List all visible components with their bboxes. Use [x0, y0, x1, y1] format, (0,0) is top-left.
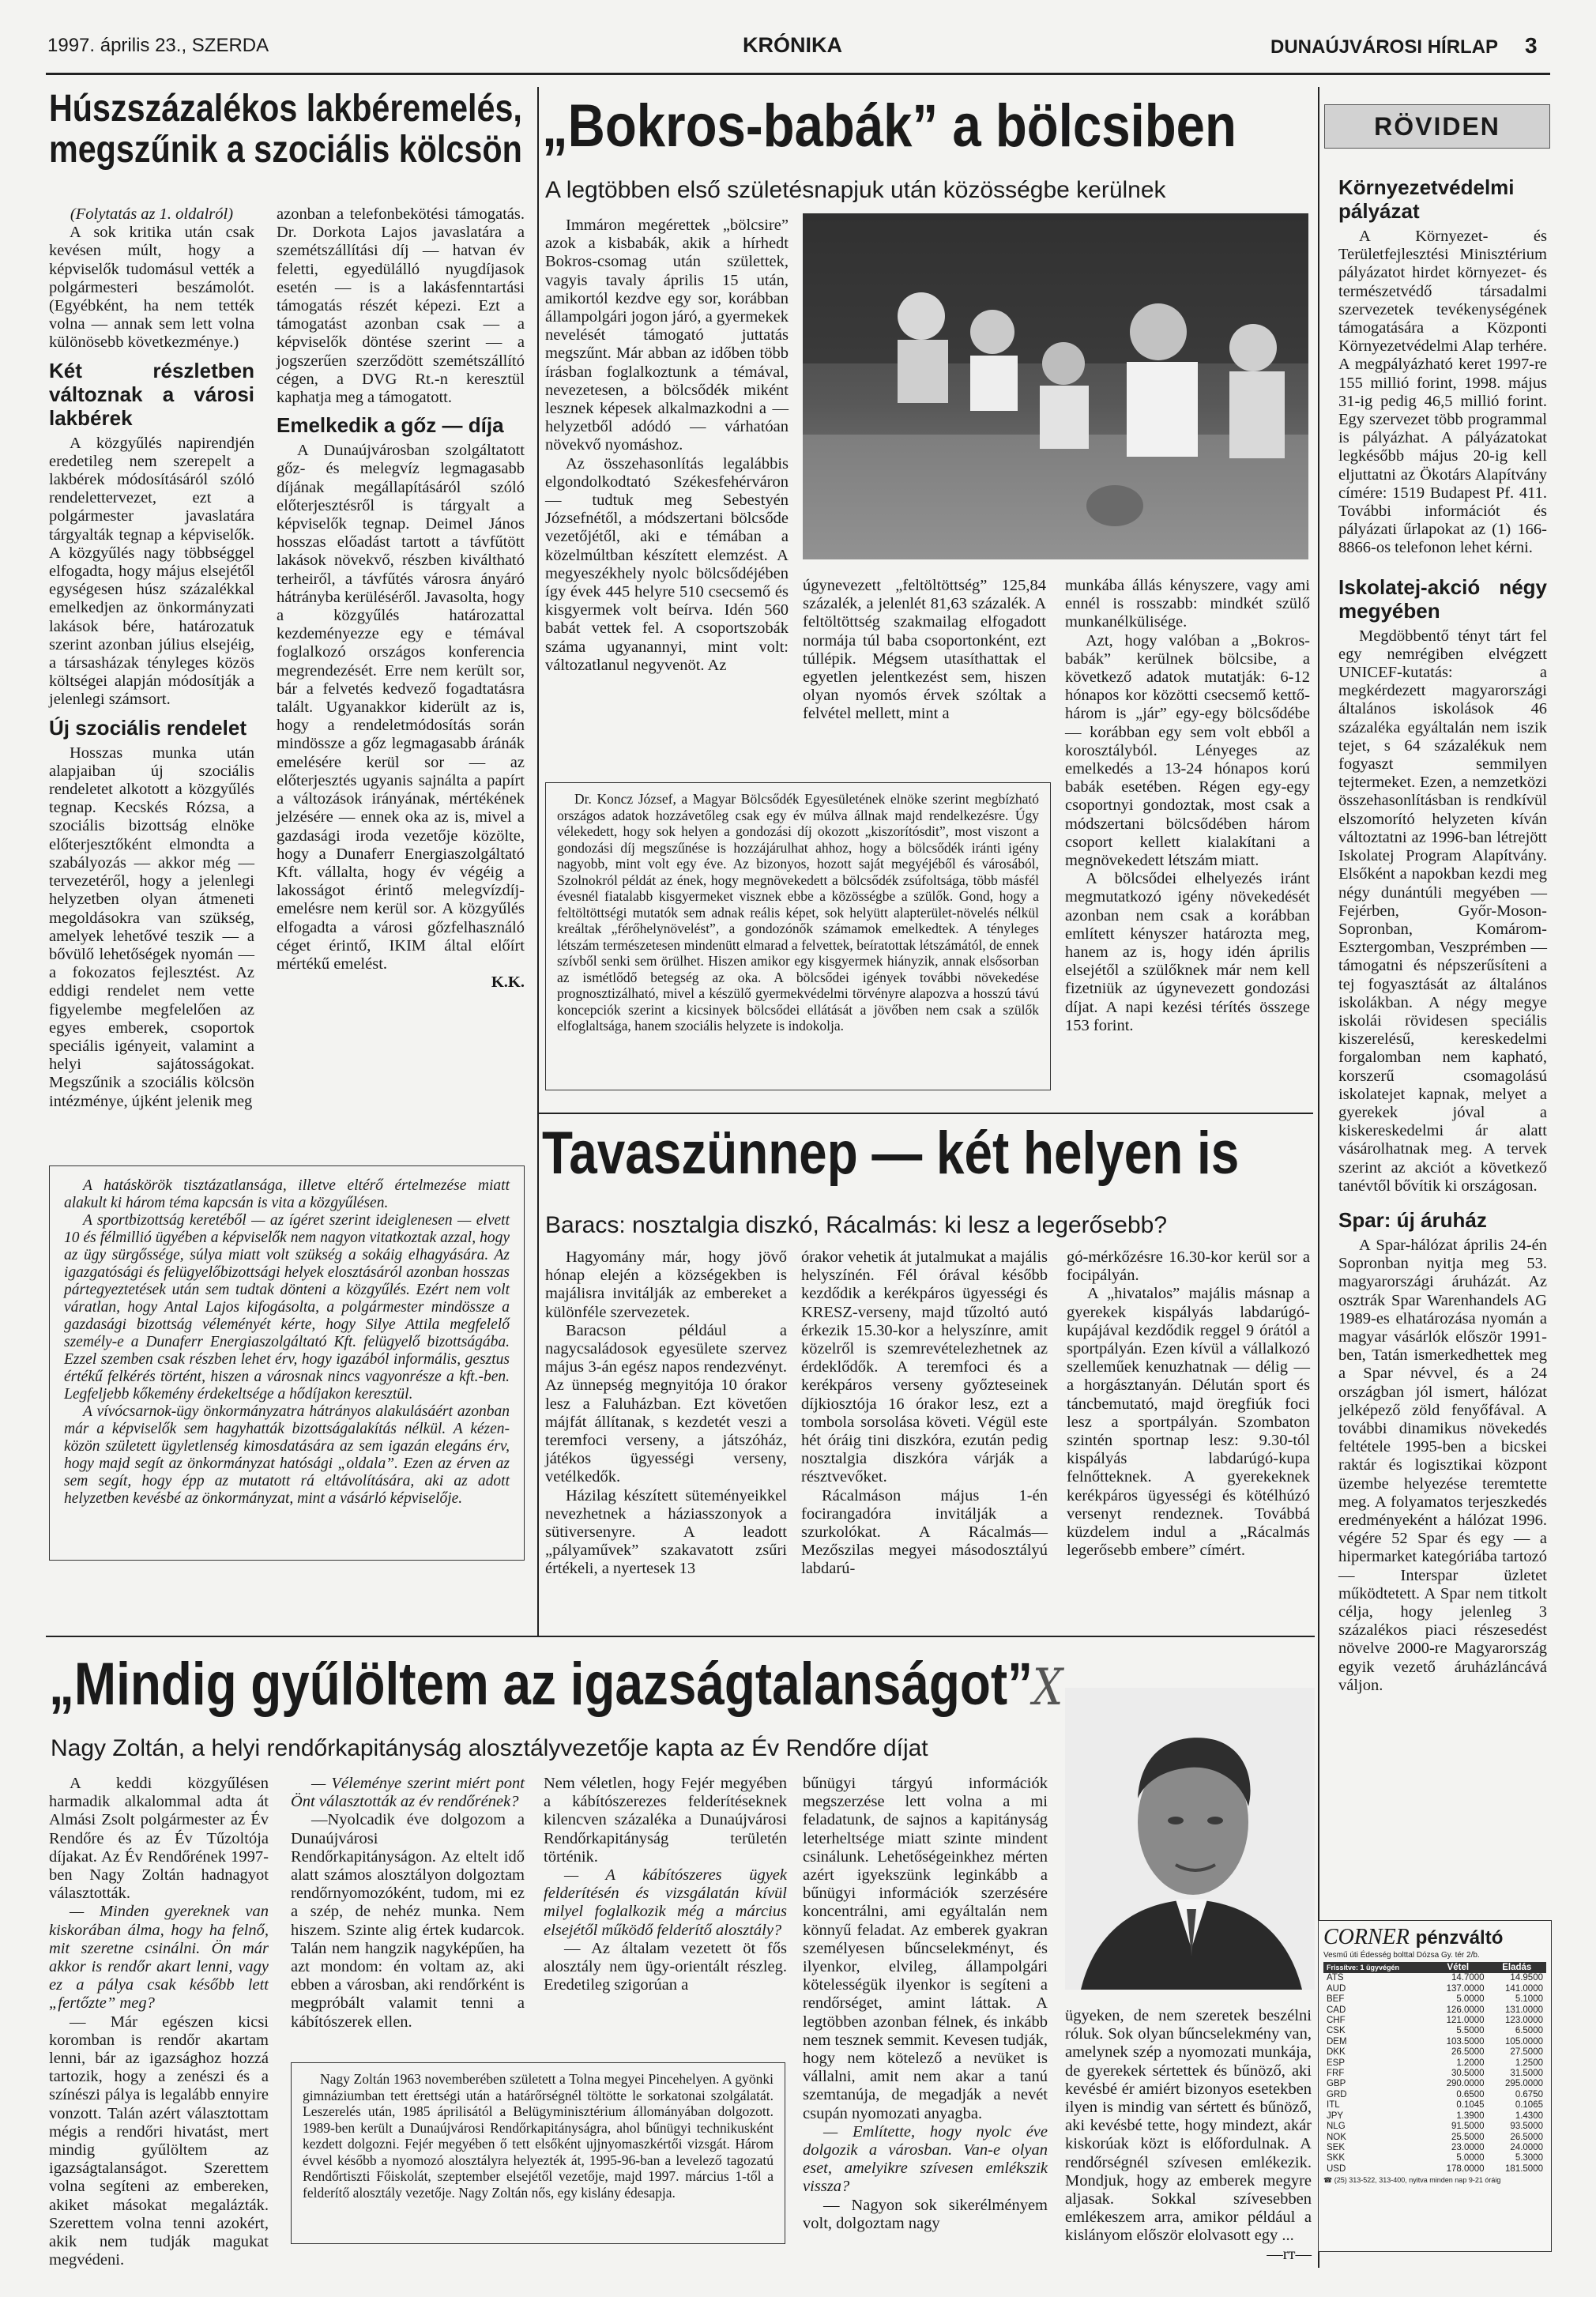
bottom-col4-question: — Említette, hogy nyolc éve dolgozik a városban. Van-e olyan eset, amelyikre szívesen emlékszik vissza?	[803, 2122, 1048, 2196]
left-title-line1: Húszszázalékos lakbéremelés,	[49, 88, 522, 130]
exchange-row	[1323, 2058, 1546, 2069]
currency-code: JPY	[1327, 2111, 1344, 2121]
left-article-column-2	[277, 205, 525, 992]
exchange-row	[1323, 2164, 1546, 2175]
sell-rate: 181.5000	[1505, 2163, 1543, 2174]
header-date: 1997. április 23., SZERDA	[47, 35, 269, 56]
bottom-article-subtitle: Nagy Zoltán, a helyi rendőrkapitányság alosztályvezetője kapta az Év Rendőre díjat	[51, 1735, 928, 1761]
exchange-row	[1323, 2133, 1546, 2143]
center-col3-paragraph: Azt, hogy valóban a „Bokros-babák” kerülnek bölcsibe, a következő adatok mutatják: 6-12 hónapos kor közötti csecsemő kettő-három is „jár” egy-egy bölcsődébe — korábban egy sem volt ebből a korosztályból. Lényeges az emelkedés a 13-24 hónapos korú babák esetében. Régen egy-egy csoportnyi gondoztak, most csak a módszertani bölcsődében három csoport kellett kialakítani a megnövekedett létszám miatt.	[1065, 631, 1310, 870]
buy-rate: 290.0000	[1446, 2079, 1485, 2089]
left-col1-paragraph: A sok kritika után csak kevésen múlt, hogy a képviselők tudomásul vették a polgármesteri beszámolót. (Egyébként, ha nem tették volna — annak sem lett volna különösebb következménye.)	[49, 224, 254, 352]
center-col1-paragraph: Immáron megérettek „bölcsire” azok a kisbabák, akik a hírhedt Bokros-csomag után születtek, vagyis tavaly április 15 után, amikortól kezdve egy sor, korábban állampolgári jogon járó, a gyermekek nevelését támogató juttatás megszűnt. Már abban az időben több írásban foglalkoztunk a témával, nevezetesen, a bölcsődék miként lesznek képesek alkalmazkodni a — helyzetből adódó — várhatóan növekvő nyomáshoz.	[545, 217, 789, 454]
exchange-row	[1323, 1994, 1546, 2005]
bottom-col-5	[1065, 2007, 1312, 2264]
center-article-title: „Bokros-babák” a bölcsiben	[542, 92, 1237, 160]
currency-code: AUD	[1327, 1983, 1346, 1994]
buy-rate: 5.0000	[1456, 1994, 1485, 2005]
left-col2-paragraph: A Dunaújvárosban szolgáltatott gőz- és melegvíz legmagasabb díjának megállapításáról szóló előterjesztésről is tárgyalt a képviselők tegnap. Deimel János hosszas előadást tartott a távfűtött lakások növekvő, részben kiváltható terheiről, a távfűtés városra ányáró hátrányba kerüléséről. Javasolta, hogy a közgyűlés határozattal kezdeményezze egy e témával foglalkozó országos konferencia megrendezését. Erre nem került sor, bár a felvetés kedvező fogadtatásra talált. Ugyanakkor kiderült az is, hogy a rendeletmódosítás során mindössze a gőz legmagasabb áránák emelésére kerül sor — az előterjesztés ugyanis sajnálta a papírt a változások irányának, mértékének jelzésére — ennek oka az is, mivel a gazdasági iroda vezetője közölte, hogy a Dunaferr Energiaszolgáltató Kft. vállalta, hogy év végéig a lakosságot érintő melegvízdíj-emelésre nem kerül sor. A közgyűlés elfogadta a városi gőzfelhasználó céget érintő, IKIM által előírt mértékű emelést.	[277, 442, 525, 973]
continuation-note: (Folytatás az 1. oldalról)	[70, 205, 234, 223]
exchange-row	[1323, 2037, 1546, 2047]
left-subheading-social: Új szociális rendelet	[49, 715, 247, 740]
bottom-col-2	[291, 1775, 525, 2032]
buy-rate: 126.0000	[1446, 2005, 1485, 2015]
sell-rate: 295.0000	[1505, 2079, 1543, 2089]
exchange-heading	[1323, 1924, 1546, 1951]
bottom-col3-question: — A kábítószeres ügyek felderítésén és vizsgálatán kívül milyel foglalkozik még a március elsejétől működő felderítő alosztály?	[544, 1866, 787, 1939]
bottom-col-4	[803, 1775, 1048, 2233]
currency-code: CSK	[1327, 2026, 1346, 2036]
exchange-updated: Frissítve: 1 ügyvégén	[1327, 1964, 1400, 1971]
sell-rate: 24.0000	[1510, 2142, 1543, 2152]
center-col-2	[803, 577, 1046, 724]
page-header	[47, 28, 1549, 68]
children-photo	[803, 213, 1308, 559]
sell-rate: 31.5000	[1510, 2069, 1543, 2079]
center-info-box	[545, 782, 1051, 1090]
exchange-row	[1323, 2111, 1546, 2122]
sidebar-text: A Környezet- és Területfejlesztési Minisztérium pályázatot hirdet környezet- és természetvédő társadalmi szervezetek tevékenységének támogatására a Központi Környezetvédelmi Alap terhére. A megpályázható keret 1997-re 155 millió forint, 1998. május 31-ig pedig 46,5 millió forint. Egy szervezet több programmal is pályázhat. A pályázatokat legkésőbb május 20-ig kell eljuttatni az Ökotárs Alapítvány címére: 1519 Budapest Pf. 411. További információt és pályázati űrlapokat az (1) 166-8866-os telefonon lehet kérni.	[1338, 228, 1547, 557]
left-box-paragraph: A hatáskörök tisztázatlansága, illetve eltérő értelmezése miatt alakult ki három téma kapcsán is vita a közgyűlésen.	[64, 1177, 510, 1211]
currency-code: ITL	[1327, 2100, 1340, 2111]
left-commentary-box	[49, 1165, 525, 1561]
sidebar-text: A Spar-hálózat április 24-én Sopronban nyitja meg 53. magyarországi áruházát. Az osztrák Spar Warenhandels AG 1989-es elhatározása nyomán a magyar vásárlók először 1991-ben, Tatán ismerkedhettek meg a Spar névvel, és a 24 országban jól ismert, hálózat jelképező zöld fenyőfával. A további dinamikus növekedés feltétele 1995-ben a bicskei raktár és logisztikai központ üzembe helyezése teremtette meg. A folyamatos terjeszkedés eredményeként a hálózat 1996. végére 52 Spar és egy — a hipermarket kategóriába tartozó — Interspar üzletet működtetett. A Spar nem titkolt célja, hogy jelenleg 3 százalékos piaci részesedést növelve 2000-re Magyarország egyik vezető áruházláncává váljon.	[1338, 1236, 1547, 1694]
buy-rate: 1.3900	[1456, 2111, 1485, 2121]
buy-rate: 30.5000	[1451, 2069, 1485, 2079]
sell-rate: 5.3000	[1515, 2153, 1543, 2163]
exchange-row	[1323, 2005, 1546, 2016]
buy-rate: 0.1045	[1456, 2100, 1485, 2111]
bottom-col2-question: — Véleménye szerint miért pont Önt választották az év rendőrének?	[291, 1775, 525, 1811]
center-col3-paragraph: munkába állás kényszere, vagy ami ennél is rosszabb: mindkét szülő munkanélkülisége.	[1065, 577, 1310, 631]
sell-rate: 0.1065	[1515, 2100, 1543, 2111]
center-col1-paragraph: Az összehasonlítás legalábbis elgondolkodtató Székesfehérváron — tudtuk meg Sebestyén Józsefnétől, a módszertani bölcsőde vezetőjétől, aki e témában a közelmúltban készített elemzést. A megyeszékhely nyolc bölcsődéjében így évek 445 helyre 510 csecsemő és kisgyermek volt beírva. Idén 560 babát vettek fel. A csoportszobák száma ugyanannyi, mint volt: változatlanul negyvenöt. Az	[545, 454, 789, 674]
center-box-text: Dr. Koncz József, a Magyar Bölcsődék Egyesületének elnöke szerint megbízható országos adatok hozzávetőleg csak egy év múlva állnak majd rendelkezésre. Úgy vélekedett, hogy sok helyen a gondozási díj okozott „kiszorítósdit”, most viszont a gondozási díj megszűnése is hozzájárulhat ahhoz, hogy a bölcsődék iránti igény nagyobb, mint volt egy éve. Az bizonyos, hozott saját megyéjéből és városából, Szolnokról példát az ének, hogy megnövekedett a bölcsődék zsúfoltsága, több másfél évesnél fiatalabb kisgyermeket visznek ebbe a közösségbe a szülők. Gond, hogy a feltöltöttségi mutatók sem adnak reális képet, sok helyütt alapterület-növelés nélkül kreáltak „férőhelynövelést”, a gondozónők számamok emelkedtek. A tényleges létszám természetesen mindenütt elmarad a felvettek, beíratottak létszámától, de ennek szívből senki sem örülhet. Hiszen amikor egy kisgyermek hiányzik, annak elsősorban az ismétlődő betegség az oka. A bölcsődei igények további növekedése prognosztizálható, mivel a készülő gyermekvédelmi törvényre alapozva a hosszú távú koncepciók szerint a kicsinyek bölcsődei ellátását a jövőben nem csak a szülők elfoglaltsága, hanem szociális helyzete is indokolja.	[557, 791, 1039, 1034]
exchange-row	[1323, 2079, 1546, 2089]
buy-rate: 91.5000	[1451, 2122, 1485, 2132]
bottom-section-rule	[46, 1636, 1315, 1637]
center-col2-paragraph: úgynevezett „feltöltöttség” 125,84 százalék, a jelenlét 81,63 százalék. A feltöltöttség szakmailag elfogadott normája túl baba csoportonként, ezt túllépik. Mégsem utasíthattak el egyetlen jelentkezést sem, hiszen olyan nyomós érvek szóltak a felvétel mellett, mint a	[803, 577, 1046, 723]
header-rule	[46, 73, 1550, 75]
left-title-line2: megszűnik a szociális kölcsön	[49, 129, 522, 171]
currency-code: DEM	[1327, 2036, 1347, 2047]
left-article-signature: K.K.	[491, 973, 525, 992]
tavasz-col1-paragraph: Hagyomány már, hogy jövő hónap elején a községekben is majálisra invitálják az embereket a különféle szervezetek.	[545, 1248, 787, 1321]
tavasz-article-subtitle: Baracs: nosztalgia diszkó, Rácalmás: ki lesz a legerősebb?	[545, 1212, 1168, 1238]
center-col3-paragraph: A bölcsődei elhelyezés iránt megmutatkozó igény növekedését azonban nem csak a korábban említett kényszer határozta meg, hanem az is, hogy idén április elsejétől a szülőknek már nem kell fizetniük az úgynevezett gondozási díjat. A napi kezési térítés összege 153 forint.	[1065, 870, 1310, 1034]
bottom-col4-paragraph: bűnügyi tárgyú információk megszerzése lett volna a mi feladatunk, de sajnos a kapitányság leterheltsége miatt szinte mindent csinálunk. Lehetőségeinkhez mérten azért igyekszünk leginkább a bűnügyi információk szerzésére koncentrálni, ami egyáltalán nem könnyű feladat. Az emberek gyakran személyesen bűncselekményt, és ilyenkor, elvileg, állampolgári kötelességük ilyenkor is segíteni a rendőrséget, amint láttak. A legtöbben azonban félnek, és inkább nem tesznek semmit. Kevesen tudják, hogy nem kötelező a nevüket is vállalni, amit nem akar a tanú szemtanúja, de megadják a nevét csupán nyomozati anyagba.	[803, 1775, 1048, 2122]
sell-rate: 131.0000	[1505, 2005, 1543, 2015]
buy-rate: 1.2000	[1456, 2058, 1485, 2068]
buy-rate: 121.0000	[1446, 2016, 1485, 2026]
tavasz-article-title: Tavaszünnep — két helyen is	[542, 1120, 1240, 1187]
bottom-col2-answer: —Nyolcadik éve dolgozom a Dunaújvárosi Rendőrkapitányságon. Az eltelt idő alatt számos alosztályon dolgoztam rendőrnyomozóként, tudom, mi ez a szép, de nehéz munka. Nem hiszem. Szinte alig értek kudarcok. Talán nem hangzik nagyképűen, ha azt mondom: én voltam az, aki ebben a városban, aki rendőrként is megpróbált valamit tenni a kábítószerek ellen.	[291, 1811, 525, 2031]
center-col-1	[545, 217, 789, 675]
exchange-row	[1323, 2069, 1546, 2079]
bottom-article-title	[49, 1651, 1063, 1721]
exchange-row	[1323, 2047, 1546, 2058]
currency-code: DKK	[1327, 2047, 1346, 2058]
currency-code: GRD	[1327, 2089, 1347, 2099]
buy-rate: 178.0000	[1446, 2163, 1485, 2174]
exchange-table	[1323, 1963, 1546, 2175]
currency-code: GBP	[1327, 2079, 1346, 2089]
exchange-row	[1323, 2153, 1546, 2163]
currency-code: USD	[1327, 2163, 1346, 2174]
header-section: KRÓNIKA	[743, 33, 842, 57]
buy-rate: 14.7000	[1451, 1973, 1485, 1983]
left-article-column-1	[49, 205, 254, 1111]
sell-rate: 0.6750	[1515, 2089, 1543, 2099]
bottom-col3-answer: — Az általam vezetett öt fős alosztály nem ügy-orientált részleg. Eredetileg szigorúan a	[544, 1939, 787, 1994]
bottom-title-text: „Mindig gyűlöltem az igazságtalanságot”	[49, 1651, 1033, 1718]
exchange-row	[1323, 2016, 1546, 2026]
sidebar-header	[1324, 104, 1550, 149]
sell-rate: 5.1000	[1515, 1994, 1543, 2005]
header-paper: DUNAÚJVÁROSI HÍRLAP	[1270, 36, 1499, 58]
bottom-col-1	[49, 1775, 269, 2269]
currency-code: SEK	[1327, 2142, 1346, 2152]
exchange-row	[1323, 2100, 1546, 2111]
center-col-3	[1065, 577, 1310, 1035]
sell-rate: 14.9500	[1510, 1973, 1543, 1983]
tavasz-col-2	[801, 1248, 1048, 1579]
tavasz-col-1	[545, 1248, 787, 1579]
exchange-rate-box	[1318, 1920, 1552, 2252]
bio-text: Nagy Zoltán 1963 novemberében született a Tolna megyei Pincehelyen. A gyönki gimnáziumban tett érettségi után a határőrségnél töltötte le sorkatonai szolgálatát. Leszerelés után, 1985 áprilisától a Belügyminisztérium állományában dolgozott. 1989-ben került a Dunaújvárosi Rendőrkapitányságra, ahol bűnügyi technikusként kezdett dolgozni. Fejér megyében ő tett elsőként ujjnyomaszkértői vizsgát. Három évvel később a nyomozó alosztályra helyezték át, 1995-96-ban a levelező tagozatú Rendőrtiszti Főiskolát, szeptember elsejétől vezetője, majd 1997. március 1-től a felderítő alosztály vezetője. Nagy Zoltán nős, egy kislány édesapja.	[303, 2071, 774, 2201]
exchange-brand: CORNER	[1323, 1925, 1410, 1949]
currency-code: NOK	[1327, 2132, 1346, 2142]
exchange-row	[1323, 1984, 1546, 1994]
exchange-title: pénzváltó	[1415, 1927, 1504, 1949]
section-rule	[539, 1113, 1313, 1114]
header-page-number: 3	[1525, 33, 1538, 58]
bottom-col4-answer: — Nagyon sok sikerélményem volt, dolgoztam nagy	[803, 2196, 1048, 2232]
buy-rate: 23.0000	[1451, 2142, 1485, 2152]
buy-rate: 26.5000	[1451, 2047, 1485, 2058]
sell-rate: 141.0000	[1505, 1983, 1543, 1994]
currency-code: BEF	[1327, 1994, 1345, 2005]
currency-code: NLG	[1327, 2122, 1346, 2132]
tavasz-col2-paragraph: Rácalmáson május 1-én focirangadóra invitálják a szurkolókat. A Rácalmás—Mezőszilas megyei másodosztályú labdarú-	[801, 1486, 1048, 1578]
tavasz-col3-paragraph: A „hivatalos” majális másnap a gyerekek kispályás labdarúgó-kupájával kezdődik reggel 9 órától a sportpályán. Ezen kívül a vállalkozó szelleműek kenuzhatnak — délig — a horgásztanyán. Délután sport és táncbemutató, majd öregfiúk foci lesz a sportpályán. Szombaton szintén sportnap lesz: 9.30-tól kispályás labdarúgó-kupa felnőtteknek. A gyerekeknek kerékpáros ügyességi és kötélhúzó versenyt rendeznek. Továbbá küzdelem indul a „Rácalmás legerősebb embere” címért.	[1067, 1285, 1310, 1560]
left-subheading-steam: Emelkedik a gőz — díja	[277, 413, 504, 438]
bottom-col1-answer: — Már egészen kicsi koromban is rendőr akartam lenni, bár az igazsághoz hozzá tartozik, hogy a zenészi és a színészi pálya is legalább ennyire vonzott. Talán azért választottam mégis a rendőri hivatást, mert mindig gyűlöltem az igazságtalanságot. Szerettem volna segíteni az embereken, akiket másokat megalázták. Szerettem volna tenni azokért, akik nem tudják magukat megvédeni.	[49, 2013, 269, 2269]
sidebar-text: Megdöbbentő tényt tárt fel egy nemrégiben elvégzett UNICEF-kutatás: a megkérdezett magyarországi általános iskolások 46 százaléka egyáltalán nem iszik tejet, s 64 százalékuk nem fogyaszt semmilyen tejtermeket. Ezen, a nemzetközi összehasonlításban is rendkívül elszomorító helyzeten kíván változtatni az 1996-ban létrejött Iskolatej Program Alapítvány. Elsőként a napokban kezdi meg négy dunántúli megyében — Fejérben, Győr-Moson-Sopronban, Komárom-Esztergomban, Veszprémben — támogatni és népszerűsíteni a tej fogyasztását az általános iskolákban. A négy megye iskolái rövidesen speciális kiszerelésű, kereskedelmi forgalomban nem kapható, korszerű csomagolású iskolatejet kapnak, melyet a gyerekek jóval a kiskereskedelmi ár alatt vásárolhatnak meg. A tervek szerint az akciót a következő tanévtől bővítik ki országosan.	[1338, 627, 1547, 1195]
exchange-address: Vesmű úti Édesség bolttal Dózsa Gy. tér 2/b.	[1323, 1951, 1546, 1963]
sell-rate: 105.0000	[1505, 2036, 1543, 2047]
bottom-col3-paragraph: Nem véletlen, hogy Fejér megyében a kábítószerezes felderítéseknek kilencven százaléka a Dunaújvárosi Rendőrkapitányság területén történik.	[544, 1775, 787, 1866]
exchange-row	[1323, 1973, 1546, 1983]
exchange-row	[1323, 2090, 1546, 2100]
bottom-signature: —rт—	[1267, 2245, 1312, 2263]
sell-rate: 6.5000	[1515, 2026, 1543, 2036]
sell-rate: 27.5000	[1510, 2047, 1543, 2058]
tavasz-col3-paragraph: gó-mérkőzésre 16.30-kor kerül sor a focipályán.	[1067, 1248, 1310, 1285]
left-col1-paragraph: Hosszas munka után alapjaiban új szociális rendeletet alkotott a közgyűlés tegnap. Kecskés Rózsa, a szociális bizottság elnöke előterjesztőként elmondta a szabályozás — akkor még — tervezetéről, hogy a jelenlegi helyzetben olyan átmeneti megoldásokra van szükség, amelyek lehetővé teszik — a bővülő lehetőségek nyomán — a fokozatos fejlesztést. Az eddigi rendelet nem vette figyelembe megfelelően az egyes emberek, csoportok speciális igényeit, valamint a helyi sajátosságokat. Megszűnik a szociális kölcsön intézménye, újként jelenik meg	[49, 744, 254, 1110]
sell-rate: 1.4300	[1515, 2111, 1543, 2121]
sidebar-title-spar: Spar: új áruház	[1338, 1207, 1487, 1232]
currency-code: CHF	[1327, 2016, 1346, 2026]
sell-rate: 26.5000	[1510, 2132, 1543, 2142]
sidebar-column	[1338, 175, 1547, 1695]
buy-rate: 137.0000	[1446, 1983, 1485, 1994]
left-box-paragraph: A vívócsarnok-ügy önkormányzatra hátrányos alakulásáért azonban már a képviselők sem hagyhatták bizottságalakítás nélkül. A kézen-közön született ügyletlenség kimosdatására az sem igazán elegáns érv, hogy majd segít az önkormányzat hatósági „oldala”. Ezen az érven az sem segít, hogy épp az mutatott rá eltávolítására, aki az adott helyzetben kevésbé az önkormányzat, mint a vásárló képviselője.	[64, 1403, 510, 1507]
exchange-footer: ☎ (25) 313-522, 313-400, nyitva minden nap 9-21 óráig	[1323, 2176, 1501, 2185]
sidebar-title-environment: Környezetvédelmi pályázat	[1338, 175, 1515, 223]
currency-code: ATS	[1327, 1973, 1344, 1983]
bio-box	[291, 2062, 785, 2244]
column-rule	[537, 87, 539, 1636]
bottom-col5-paragraph: ügyeken, de nem szeretek beszélni róluk. Sok olyan bűncselekmény van, amelynek szép a nyomozati munkája, de gyerekek sértettek és bűnöző, aki kevésbé ér amiért bizonyos esetekben ilyen is mindig van sértett és bűnöző, aki kevésbé tette, hogy mindezt, akár kiskorúak közt is előfordulnak. A rendőrségnél szívesen emlékezik. Mondjuk, hogy az emberek megyre aljasak. Sokkal szívesebben emlékeszem arra, amikor például a kislányom először elolvasott egy ...	[1065, 2007, 1312, 2245]
currency-code: CAD	[1327, 2005, 1346, 2015]
currency-code: SKK	[1327, 2153, 1346, 2163]
buy-rate: 5.0000	[1456, 2153, 1485, 2163]
currency-code: FRF	[1327, 2069, 1345, 2079]
tavasz-col-3	[1067, 1248, 1310, 1560]
left-box-paragraph: A sportbizottság keretéből — az ígéret szerint ideiglenesen — elvett 10 és félmillió ügyében a képviselők nem nagyon vitatkoztak azzal, hogy az ügy sürgőssége, súlya miatt volt szükség a sokáig elhagyására. Az igazgatósági és felügyelőbizottsági helyek elosztásáról azonban hosszas pártegyeztetések után sem tudtak dönteni a közgyűlés. Ezért nem volt váratlan, hogy Antal Lajos kifogásolta, a polgármester mindössze a gazdasági bizottság véleményét kérte, hogy Silye Attila megfelelő személy-e a Dunaferr Energiaszolgáltató Kft. felügyelő bizottságába. Ezzel szemben csak részben lehet érv, hogy igazából informális, gesztus értékű felkérés történt, hiszen a városnak nincs vagyonrésze a kft.-ben. Legfeljebb kőkemény érdekeltsége a hődíjakon keresztül.	[64, 1212, 510, 1403]
tavasz-col2-paragraph: órakor vehetik át jutalmukat a majális helyszínén. Fél órával később kezdődik a kerékpáros ügyességi és KRESZ-verseny, majd tűzoltó autó érkezik 15.30-kor a helyszínre, amit közelről is szemrevételezhetnek az érdeklődők. A teremfoci és a kerékpáros verseny győzteseinek díjkiosztója 16 órakor lesz, ezt a tombola sorsolása követi. Végül este hét óráig tini diszkóra, ezután pedig nosztalgia diszkóra várják a résztvevőket.	[801, 1248, 1048, 1486]
center-article-subtitle: A legtöbben első születésnapjuk után közösségbe kerülnek	[545, 177, 1166, 203]
buy-rate: 103.5000	[1446, 2036, 1485, 2047]
bottom-col-3	[544, 1775, 787, 1994]
exchange-row	[1323, 2026, 1546, 2036]
sell-rate: 1.2500	[1515, 2058, 1543, 2068]
currency-code: ESP	[1327, 2058, 1346, 2068]
left-article-title	[49, 88, 522, 171]
left-col2-paragraph: azonban a telefonbekötési támogatás. Dr. Dorkota Lajos javaslatára a szemétszállítási díj — hatvan év feletti, egyedülálló nyugdíjasok esetén — is a lakásfenntartási támogatás részét képezi. Ezt a támogatást azonban csak — a képviselők döntése szerint — a jogszerűen szerződött szemétszállító cégen, a DVG Rt.-n keresztül kaphatja meg a támogatott.	[277, 205, 525, 407]
exchange-col-buy: Vétel	[1447, 1963, 1470, 1972]
bottom-col1-paragraph: A keddi közgyűlésen harmadik alkalommal adta át Almási Zsolt polgármester az Év Rendőre és az Év Tűzoltója díjakat. Az Év Rendőrének 1997-ben Nagy Zoltán hadnagyot választották.	[49, 1775, 269, 1903]
buy-rate: 25.5000	[1451, 2132, 1485, 2142]
left-col1-paragraph: A közgyűlés napirendjén eredetileg nem szerepelt a lakbérek módosításáról szóló rendelettervezet, ezt a polgármester javaslatára tárgyalták tegnap a képviselők. A közgyűlés nagy többséggel elfogadta, hogy május elsejétől egységesen húsz százalékkal emelkedjen az önkormányzati lakások bére, határozatuk szerint azonban július elsejéig, a társasházak tényleges közös költségei alapján módosítják a jelenlegi számsort.	[49, 434, 254, 709]
buy-rate: 5.5000	[1456, 2026, 1485, 2036]
sell-rate: 123.0000	[1505, 2016, 1543, 2026]
sidebar-title-milk: Iskolatej-akció négy megyében	[1338, 574, 1547, 623]
handwritten-mark: X	[1033, 1659, 1063, 1717]
exchange-col-sell: Eladás	[1502, 1963, 1532, 1972]
exchange-row	[1323, 2122, 1546, 2132]
tavasz-col1-paragraph: Baracson például a nagycsaládosok egyesülete szervez május 3-án egész napos rendezvényt. Az ünnepség megnyitója 10 órakor lesz a Faluházban. Ezt követően májfát állítanak, s kezdetét veszi a teremfoci verseny, a játszóház, játékos ügyességi verseny, vetélkedők.	[545, 1321, 787, 1486]
buy-rate: 0.6500	[1456, 2089, 1485, 2099]
bottom-col1-question: — Minden gyereknek van kiskorában álma, hogy ha felnő, mit szeretne csinálni. Ön már akkor is rendőr akart lenni, vagy ez a pálya csak később lett „fertőzte” meg?	[49, 1903, 269, 2013]
left-subheading-rents: Két részletben változnak a városi lakbérek	[49, 358, 254, 430]
exchange-row	[1323, 2143, 1546, 2153]
tavasz-col1-paragraph: Házilag készített süteményeikkel nevezhetnek a háziasszonyok a sütiversenyre. A leadott „pályaművek” szakavatott zsűri értékeli, a nyertesek 13	[545, 1486, 787, 1578]
sell-rate: 93.5000	[1510, 2122, 1543, 2132]
portrait-photo	[1065, 1688, 1315, 1990]
sidebar-header-label: RÖVIDEN	[1374, 112, 1500, 141]
